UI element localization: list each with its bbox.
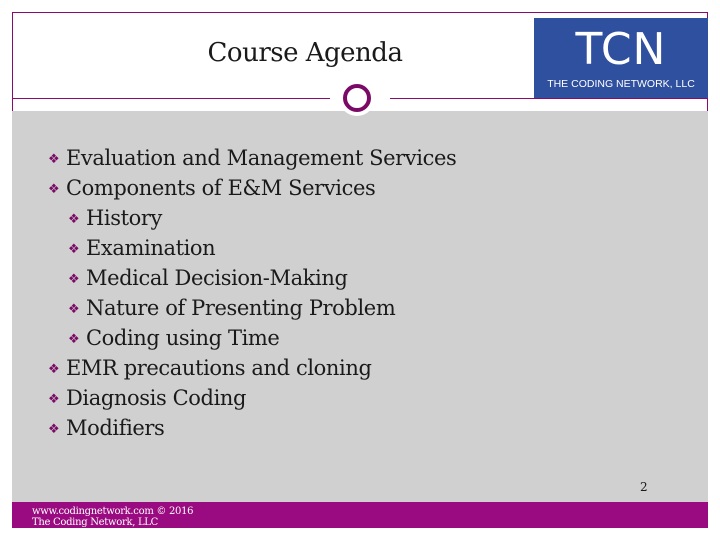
agenda-item-text: Examination: [86, 236, 216, 260]
divider-ring-icon: [339, 80, 375, 116]
page-number: 2: [640, 480, 648, 494]
diamond-bullet-icon: ❖: [48, 392, 60, 407]
agenda-item: [48, 354, 456, 384]
agenda-item-text: Coding using Time: [86, 326, 280, 350]
diamond-bullet-icon: ❖: [48, 152, 60, 167]
slide-title: Course Agenda: [207, 38, 403, 68]
agenda-item-text: Medical Decision-Making: [86, 266, 348, 290]
logo-subtitle: THE CODING NETWORK, LLC: [547, 78, 695, 90]
agenda-list: [48, 144, 456, 444]
diamond-bullet-icon: ❖: [68, 302, 80, 317]
agenda-item: [48, 174, 456, 204]
agenda-item-text: Nature of Presenting Problem: [86, 296, 396, 320]
agenda-subitem: [68, 324, 456, 354]
agenda-subitem: [68, 264, 456, 294]
footer-text: [32, 506, 193, 528]
diamond-bullet-icon: ❖: [48, 422, 60, 437]
agenda-subitem: [68, 294, 456, 324]
agenda-item: [48, 144, 456, 174]
diamond-bullet-icon: ❖: [68, 272, 80, 287]
footer-copyright: www.codingnetwork.com © 2016: [32, 506, 194, 517]
agenda-subitem: [68, 234, 456, 264]
agenda-subitem: [68, 204, 456, 234]
logo-mark: TCN: [575, 24, 667, 75]
agenda-item-text: History: [86, 206, 162, 230]
diamond-bullet-icon: ❖: [68, 212, 80, 227]
agenda-item-text: Evaluation and Management Services: [66, 146, 457, 170]
agenda-item-text: Diagnosis Coding: [66, 386, 247, 410]
diamond-bullet-icon: ❖: [48, 182, 60, 197]
agenda-item: [48, 414, 456, 444]
company-logo: [534, 18, 708, 98]
footer-company: The Coding Network, LLC: [32, 517, 158, 528]
agenda-item-text: Modifiers: [66, 416, 165, 440]
diamond-bullet-icon: ❖: [68, 242, 80, 257]
diamond-bullet-icon: ❖: [48, 362, 60, 377]
agenda-item: [48, 384, 456, 414]
agenda-item-text: EMR precautions and cloning: [66, 356, 372, 380]
agenda-item-text: Components of E&M Services: [66, 176, 376, 200]
diamond-bullet-icon: ❖: [68, 332, 80, 347]
